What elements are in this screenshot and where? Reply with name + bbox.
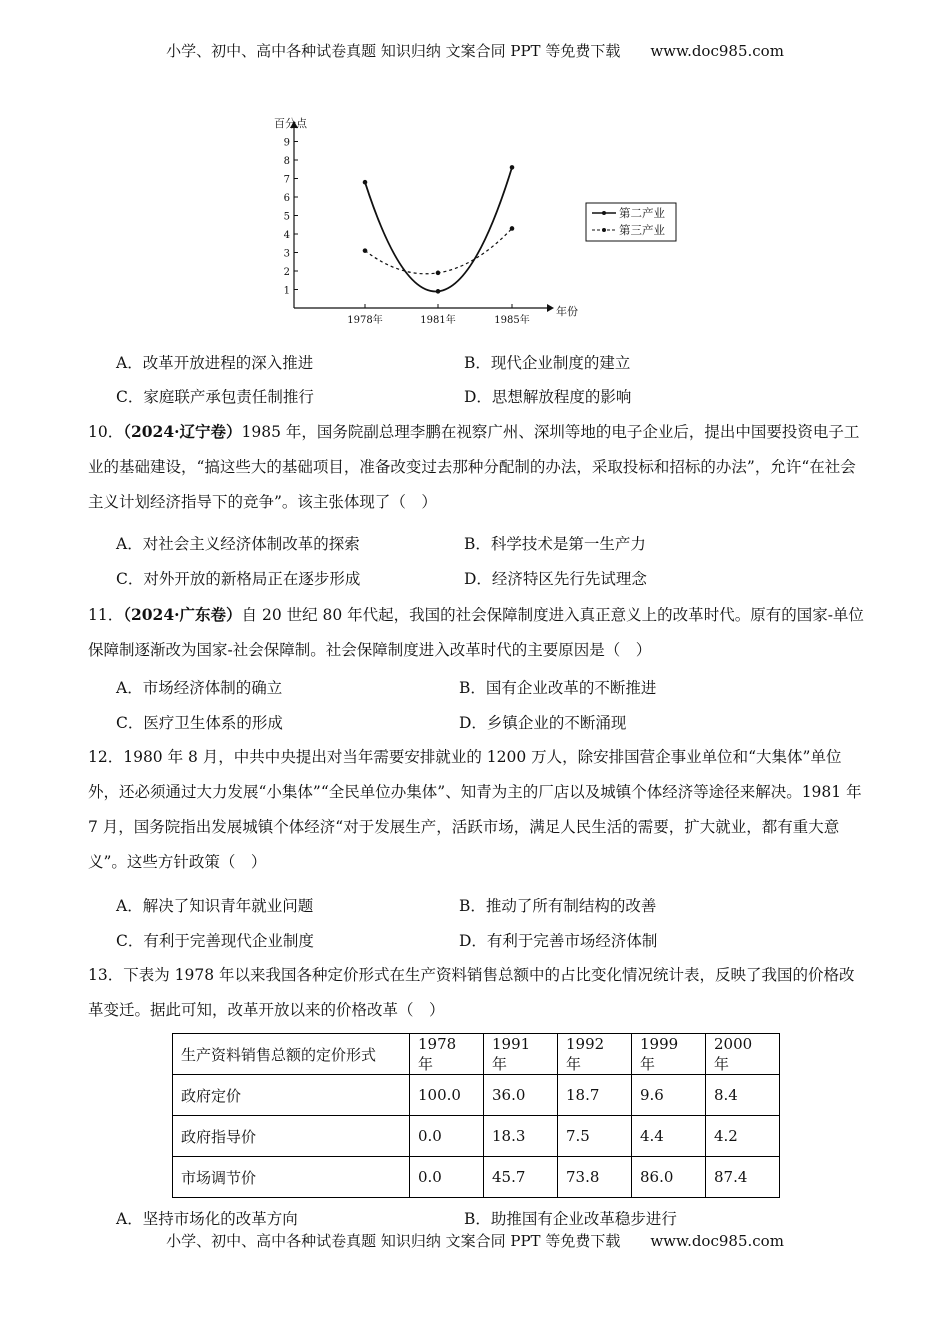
table-cell: 政府定价 xyxy=(173,1075,410,1116)
data-point xyxy=(363,248,368,253)
table-row xyxy=(173,1157,780,1198)
footer-text: 小学、初中、高中各种试卷真题 知识归纳 文案合同 PPT 等免费下载 xyxy=(166,1232,621,1250)
q11-source: （2024·广东卷） xyxy=(123,605,242,624)
table-header-cell: 生产资料销售总额的定价形式 xyxy=(173,1034,410,1075)
q9-option-b[interactable]: B．现代企业制度的建立 xyxy=(464,354,631,372)
q10-text: 1985 年，国务院副总理李鹏在视察广州、深圳等地的电子企业后，提出中国要投资电子工业的基础建设，“搞这些大的基础项目，准备改变过去那种分配制的办法，采取投标和招标的办法”，允许“在社会主义计划经济指导下的竞争”。该主张体现了（ ） xyxy=(88,423,860,511)
header-url[interactable]: www.doc985.com xyxy=(650,42,784,60)
data-point xyxy=(510,165,515,170)
table-header-cell: 1991 年 xyxy=(484,1034,558,1075)
data-point xyxy=(436,271,441,276)
y-tick-label: 6 xyxy=(283,193,290,204)
q9-option-d[interactable]: D．思想解放程度的影响 xyxy=(464,388,632,406)
data-point xyxy=(436,289,441,294)
table-row xyxy=(173,1075,780,1116)
q9-option-c[interactable]: C．家庭联产承包责任制推行 xyxy=(116,388,314,406)
table-cell: 7.5 xyxy=(558,1116,632,1157)
q10-option-b[interactable]: B．科学技术是第一生产力 xyxy=(464,535,646,553)
table-cell: 市场调节价 xyxy=(173,1157,410,1198)
line-chart xyxy=(262,108,692,333)
table-cell: 87.4 xyxy=(706,1157,780,1198)
table-cell: 18.3 xyxy=(484,1116,558,1157)
legend-label: 第二产业 xyxy=(619,206,665,220)
y-tick-label: 4 xyxy=(283,230,290,241)
q10-number: 10． xyxy=(88,423,124,441)
q10-option-a[interactable]: A．对社会主义经济体制改革的探索 xyxy=(116,535,360,553)
data-point xyxy=(510,226,515,231)
q11-option-b[interactable]: B．国有企业改革的不断推进 xyxy=(459,679,657,697)
data-point xyxy=(363,180,368,185)
footer-url[interactable]: www.doc985.com xyxy=(650,1232,784,1250)
table-cell: 100.0 xyxy=(410,1075,484,1116)
q12-stem: 12．1980 年 8 月，中共中央提出对当年需要安排就业的 1200 万人，除安排国营企事业单位和“大集体”单位外，还必须通过大力发展“小集体”“全民单位办集体”、知青为主的厂店以及城镇个体经济等途径来解决。1981 年 7 月，国务院指出发展城镇个体经济“对于发展生产，活跃市场，满足人民生活的需要，扩大就业，都有重大意义”。这些方针政策（ ） xyxy=(88,748,862,871)
legend-marker xyxy=(602,228,606,232)
q10-stem xyxy=(88,414,868,520)
y-axis-label: 百分点 xyxy=(274,117,307,130)
table-cell: 0.0 xyxy=(410,1157,484,1198)
table-cell: 9.6 xyxy=(632,1075,706,1116)
x-tick-label: 1985年 xyxy=(494,315,530,326)
q11-number: 11． xyxy=(88,606,124,624)
table-cell: 86.0 xyxy=(632,1157,706,1198)
legend-label: 第三产业 xyxy=(619,223,665,237)
q10-option-d[interactable]: D．经济特区先行先试理念 xyxy=(464,570,647,588)
table-header-cell: 1978 年 xyxy=(410,1034,484,1075)
q12-option-b[interactable]: B．推动了所有制结构的改善 xyxy=(459,897,657,915)
table-cell: 4.4 xyxy=(632,1116,706,1157)
series-line-tertiary xyxy=(365,228,512,273)
y-tick-label: 2 xyxy=(283,267,290,278)
y-tick-label: 8 xyxy=(283,156,290,167)
y-tick-label: 1 xyxy=(283,285,290,297)
y-tick-label: 5 xyxy=(283,211,290,223)
table-header-cell: 1999 年 xyxy=(632,1034,706,1075)
q13-stem: 13．下表为 1978 年以来我国各种定价形式在生产资料销售总额中的占比变化情况统计表，反映了我国的价格改革变迁。据此可知，改革开放以来的价格改革（ ） xyxy=(88,966,855,1019)
page-header xyxy=(0,40,950,61)
q10-source: （2024·辽宁卷） xyxy=(123,422,242,441)
header-text: 小学、初中、高中各种试卷真题 知识归纳 文案合同 PPT 等免费下载 xyxy=(166,42,621,60)
table-row xyxy=(173,1116,780,1157)
y-tick-label: 3 xyxy=(283,248,290,260)
table-cell: 政府指导价 xyxy=(173,1116,410,1157)
price-table xyxy=(172,1033,780,1198)
q11-stem xyxy=(88,597,868,668)
table-header-cell: 2000 年 xyxy=(706,1034,780,1075)
legend-marker xyxy=(602,211,606,215)
table-header-cell: 1992 年 xyxy=(558,1034,632,1075)
y-tick-label: 9 xyxy=(283,137,290,149)
table-cell: 36.0 xyxy=(484,1075,558,1116)
table-header-row xyxy=(173,1034,780,1075)
table-cell: 8.4 xyxy=(706,1075,780,1116)
q11-option-a[interactable]: A．市场经济体制的确立 xyxy=(116,679,283,697)
x-axis-label: 年份 xyxy=(556,305,578,318)
q13-option-b[interactable]: B．助推国有企业改革稳步进行 xyxy=(464,1210,677,1228)
q9-option-a[interactable]: A．改革开放进程的深入推进 xyxy=(116,354,314,372)
q11-text: 自 20 世纪 80 年代起，我国的社会保障制度进入真正意义上的改革时代。原有的国家-单位保障制逐渐改为国家-社会保障制。社会保障制度进入改革时代的主要原因是（ ） xyxy=(88,606,864,659)
x-tick-label: 1981年 xyxy=(420,315,456,326)
q12-option-c[interactable]: C．有利于完善现代企业制度 xyxy=(116,932,314,950)
table-cell: 73.8 xyxy=(558,1157,632,1198)
q11-option-c[interactable]: C．医疗卫生体系的形成 xyxy=(116,714,283,732)
table-cell: 18.7 xyxy=(558,1075,632,1116)
table-cell: 4.2 xyxy=(706,1116,780,1157)
q12-option-d[interactable]: D．有利于完善市场经济体制 xyxy=(459,932,658,950)
q12-option-a[interactable]: A．解决了知识青年就业问题 xyxy=(116,897,314,915)
table-cell: 45.7 xyxy=(484,1157,558,1198)
q11-option-d[interactable]: D．乡镇企业的不断涌现 xyxy=(459,714,627,732)
page-footer xyxy=(0,1230,950,1251)
table-cell: 0.0 xyxy=(410,1116,484,1157)
x-axis-arrow xyxy=(547,304,554,312)
q10-option-c[interactable]: C．对外开放的新格局正在逐步形成 xyxy=(116,570,361,588)
x-tick-label: 1978年 xyxy=(347,315,383,326)
y-tick-label: 7 xyxy=(283,174,290,186)
q13-option-a[interactable]: A．坚持市场化的改革方向 xyxy=(116,1210,298,1228)
